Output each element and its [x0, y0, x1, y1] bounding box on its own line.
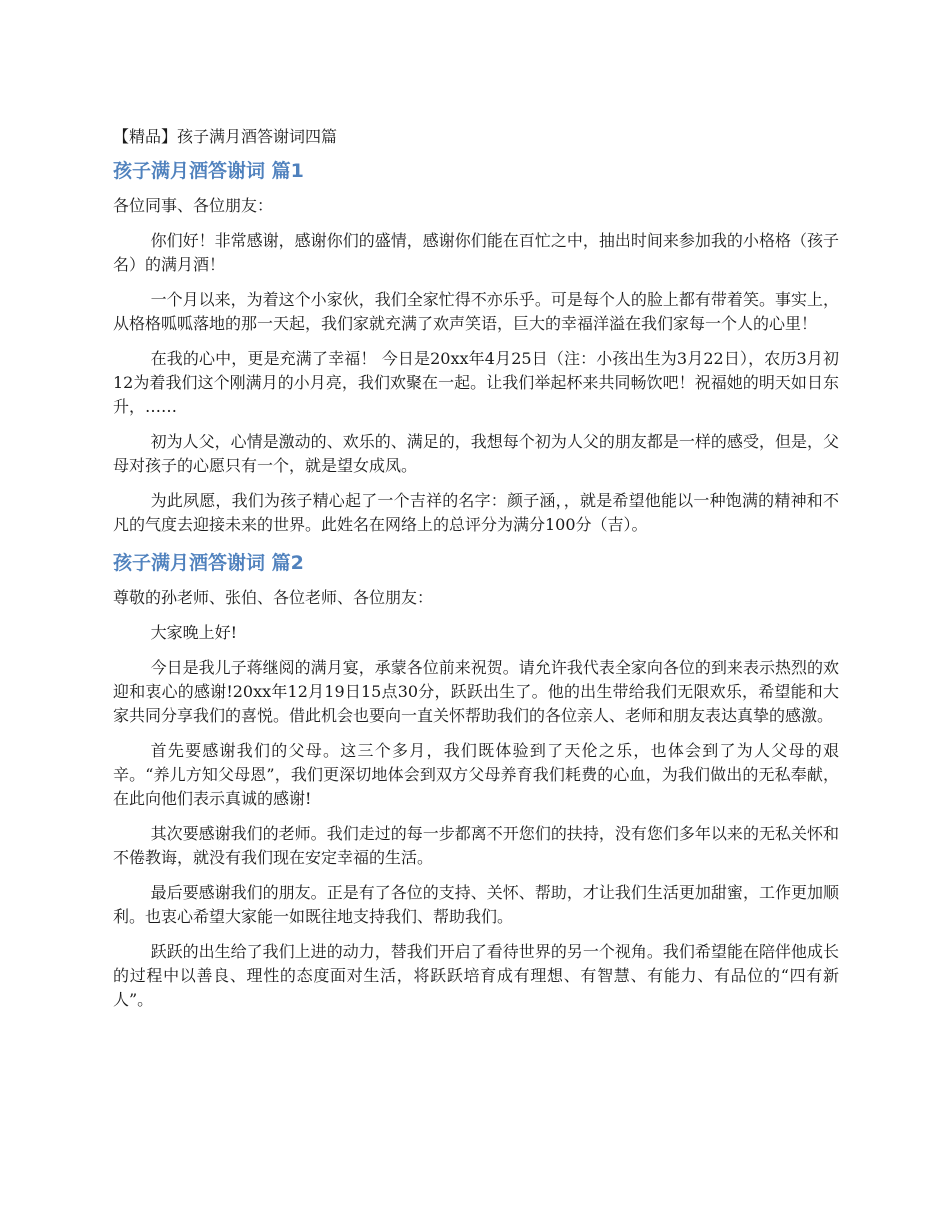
paragraph: 最后要感谢我们的朋友。正是有了各位的支持、关怀、帮助，才让我们生活更加甜蜜，工作更加顺利。也衷心希望大家能一如既往地支持我们、帮助我们。 — [113, 883, 839, 926]
document-page — [113, 124, 839, 1023]
paragraph: 初为人父，心情是激动的、欢乐的、满足的，我想每个初为人父的朋友都是一样的感受，但是，父母对孩子的心愿只有一个，就是望女成凤。 — [113, 432, 839, 475]
paragraph: 一个月以来，为着这个小家伙，我们全家忙得不亦乐乎。可是每个人的脸上都有带着笑。事实上，从格格呱呱落地的那一天起，我们家就充满了欢声笑语，巨大的幸福洋溢在我们家每一个人的心里！ — [113, 290, 839, 333]
paragraph: 今日是我儿子蒋继阅的满月宴，承蒙各位前来祝贺。请允许我代表全家向各位的到来表示热烈的欢迎和衷心的感谢!20xx年12月19日15点30分，跃跃出生了。他的出生带给我们无限欢乐，希望能和大家共同分享我们的喜悦。借此机会也要向一直关怀帮助我们的各位亲人、老师和朋友表达真挚的感激。 — [113, 658, 839, 725]
paragraph: 跃跃的出生给了我们上进的动力，替我们开启了看待世界的另一个视角。我们希望能在陪伴他成长的过程中以善良、理性的态度面对生活，将跃跃培育成有理想、有智慧、有能力、有品位的“四有新人”。 — [113, 942, 839, 1009]
paragraph: 其次要感谢我们的老师。我们走过的每一步都离不开您们的扶持，没有您们多年以来的无私关怀和不倦教诲，就没有我们现在安定幸福的生活。 — [113, 824, 839, 867]
section-2 — [113, 548, 839, 1012]
salutation: 尊敬的孙老师、张伯、各位老师、各位朋友： — [113, 588, 434, 607]
section-heading: 孩子满月酒答谢词 篇1 — [113, 160, 304, 182]
section-heading: 孩子满月酒答谢词 篇2 — [113, 552, 304, 574]
paragraph: 在我的心中，更是充满了幸福！ 今日是20xx年4月25日（注：小孩出生为3月22日），农历3月初12为着我们这个刚满月的小月亮，我们欢聚在一起。让我们举起杯来共同畅饮吧！祝福她的明天如日东升，…… — [113, 349, 839, 416]
section-1 — [113, 156, 839, 537]
document-title: 【精品】孩子满月酒答谢词四篇 — [113, 127, 338, 146]
paragraph: 大家晚上好! — [150, 623, 238, 642]
paragraph: 你们好！非常感谢，感谢你们的盛情，感谢你们能在百忙之中，抽出时间来参加我的小格格（孩子名）的满月酒！ — [113, 231, 839, 274]
salutation: 各位同事、各位朋友： — [113, 196, 274, 215]
paragraph: 为此夙愿，我们为孩子精心起了一个吉祥的名字：颜子涵，，就是希望他能以一种饱满的精神和不凡的气度去迎接未来的世界。此姓名在网络上的总评分为满分100分（吉）。 — [113, 491, 839, 534]
paragraph: 首先要感谢我们的父母。这三个多月，我们既体验到了天伦之乐，也体会到了为人父母的艰辛。“养儿方知父母恩”，我们更深切地体会到双方父母养育我们耗费的心血，为我们做出的无私奉献，在此向他们表示真诚的感谢! — [113, 741, 839, 808]
